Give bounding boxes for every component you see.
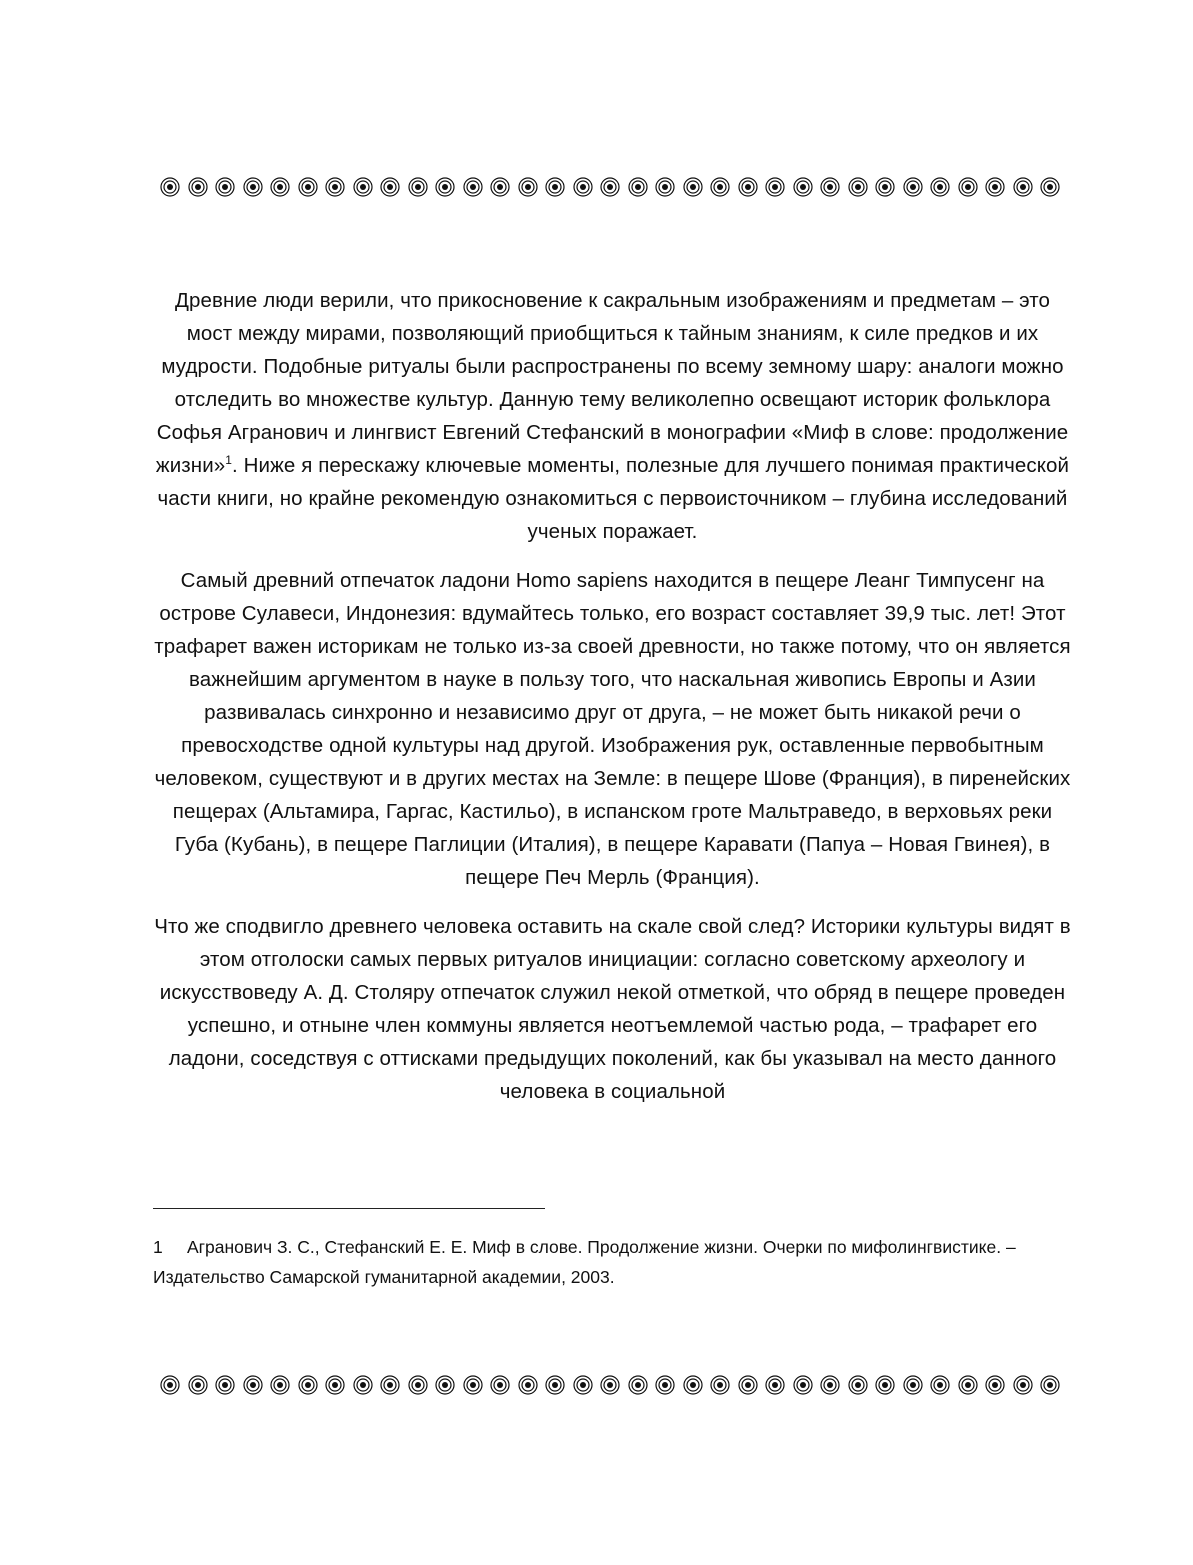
concentric-circle-icon (545, 177, 565, 197)
concentric-circle-icon (765, 1375, 785, 1395)
concentric-circle-icon (875, 1375, 895, 1395)
concentric-circle-icon (710, 177, 730, 197)
concentric-circle-icon (490, 177, 510, 197)
footnote-number: 1 (153, 1237, 163, 1257)
concentric-circle-icon (820, 177, 840, 197)
concentric-circle-icon (655, 177, 675, 197)
concentric-circle-icon (655, 1375, 675, 1395)
concentric-circle-icon (848, 177, 868, 197)
concentric-circle-icon (765, 177, 785, 197)
concentric-circle-icon (188, 177, 208, 197)
concentric-circle-icon (408, 177, 428, 197)
paragraph-1 (150, 284, 1075, 548)
concentric-circle-icon (518, 177, 538, 197)
concentric-circle-icon (435, 1375, 455, 1395)
concentric-circle-icon (985, 1375, 1005, 1395)
concentric-circle-icon (188, 1375, 208, 1395)
concentric-circle-icon (490, 1375, 510, 1395)
concentric-circle-icon (683, 1375, 703, 1395)
concentric-circle-icon (215, 1375, 235, 1395)
main-text (150, 284, 1075, 1124)
concentric-circle-icon (683, 177, 703, 197)
footnote-reference[interactable]: 1 (225, 453, 233, 468)
concentric-circle-icon (160, 177, 180, 197)
concentric-circle-icon (243, 1375, 263, 1395)
concentric-circle-icon (875, 177, 895, 197)
concentric-circle-icon (380, 1375, 400, 1395)
paragraph-2: Самый древний отпечаток ладони Homo sapiens находится в пещере Леанг Тимпусенг на острове Сулавеси, Индонезия: вдумайтесь только, его возраст составляет 39,9 тыс. лет! Этот трафарет важен историкам не только из-за своей древности, но также потому, что он является важнейшим аргументом в науке в пользу того, что наскальная живопись Европы и Азии развивалась синхронно и независимо друг от друга, – не может быть никакой речи о превосходстве одной культуры над другой. Изображения рук, оставленные первобытным человеком, существуют и в других местах на Земле: в пещере Шове (Франция), в пиренейских пещерах (Альтамира, Гаргас, Кастильо), в испанском гроте Мальтраведо, в верховьях реки Губа (Кубань), в пещере Паглиции (Италия), в пещере Каравати (Папуа – Новая Гвинея), в пещере Печ Мерль (Франция). (154, 569, 1071, 889)
concentric-circle-icon (1013, 1375, 1033, 1395)
concentric-circle-icon (463, 177, 483, 197)
concentric-circle-icon (463, 1375, 483, 1395)
concentric-circle-icon (738, 1375, 758, 1395)
concentric-circle-icon (243, 177, 263, 197)
concentric-circle-icon (600, 177, 620, 197)
concentric-circle-icon (270, 1375, 290, 1395)
concentric-circle-icon (380, 177, 400, 197)
concentric-circle-icon (160, 1375, 180, 1395)
concentric-circle-icon (738, 177, 758, 197)
concentric-circle-icon (298, 177, 318, 197)
concentric-circle-icon (353, 1375, 373, 1395)
concentric-circle-icon (793, 177, 813, 197)
concentric-circle-icon (848, 1375, 868, 1395)
concentric-circle-icon (215, 177, 235, 197)
concentric-circle-icon (1040, 1375, 1060, 1395)
concentric-circle-icon (958, 177, 978, 197)
top-ornament-border (160, 174, 1060, 200)
concentric-circle-icon (628, 1375, 648, 1395)
concentric-circle-icon (958, 1375, 978, 1395)
concentric-circle-icon (573, 177, 593, 197)
paragraph-1-text-b: . Ниже я перескажу ключевые моменты, полезные для лучшего понимая практической части книги, но крайне рекомендую ознакомиться с первоисточником – глубина исследований ученых поражает. (157, 454, 1070, 543)
concentric-circle-icon (930, 1375, 950, 1395)
paragraph-3: Что же сподвигло древнего человека оставить на скале свой след? Историки культуры видят в этом отголоски самых первых ритуалов инициации: согласно советскому археологу и искусствоведу А. Д. Столяру отпечаток служил некой отметкой, что обряд в пещере проведен успешно, и отныне член коммуны является неотъемлемой частью рода, – трафарет его ладони, соседствуя с оттисками предыдущих поколений, как бы указывал на место данного человека в социальной (154, 915, 1071, 1103)
concentric-circle-icon (353, 177, 373, 197)
concentric-circle-icon (1040, 177, 1060, 197)
concentric-circle-icon (600, 1375, 620, 1395)
concentric-circle-icon (325, 177, 345, 197)
footnote-divider (153, 1208, 545, 1209)
concentric-circle-icon (903, 177, 923, 197)
paragraph-1-text-a: Древние люди верили, что прикосновение к сакральным изображениям и предметам – это мост между мирами, позволяющий приобщиться к тайным знаниям, к силе предков и их мудрости. Подобные ритуалы были распространены по всему земному шару: аналоги можно отследить во множестве культур. Данную тему великолепно освещают историк фольклора Софья Агранович и лингвист Евгений Стефанский в монографии «Миф в слове: продолжение жизни» (155, 289, 1069, 477)
footnote (153, 1232, 1053, 1292)
concentric-circle-icon (628, 177, 648, 197)
concentric-circle-icon (545, 1375, 565, 1395)
bottom-ornament-border (160, 1372, 1060, 1398)
concentric-circle-icon (325, 1375, 345, 1395)
concentric-circle-icon (408, 1375, 428, 1395)
footnote-text: Агранович З. С., Стефанский Е. Е. Миф в слове. Продолжение жизни. Очерки по мифолингвистике. – Издательство Самарской гуманитарной академии, 2003. (153, 1237, 1016, 1287)
concentric-circle-icon (518, 1375, 538, 1395)
concentric-circle-icon (710, 1375, 730, 1395)
concentric-circle-icon (298, 1375, 318, 1395)
concentric-circle-icon (985, 177, 1005, 197)
concentric-circle-icon (270, 177, 290, 197)
concentric-circle-icon (820, 1375, 840, 1395)
concentric-circle-icon (930, 177, 950, 197)
concentric-circle-icon (903, 1375, 923, 1395)
concentric-circle-icon (573, 1375, 593, 1395)
concentric-circle-icon (435, 177, 455, 197)
concentric-circle-icon (793, 1375, 813, 1395)
concentric-circle-icon (1013, 177, 1033, 197)
